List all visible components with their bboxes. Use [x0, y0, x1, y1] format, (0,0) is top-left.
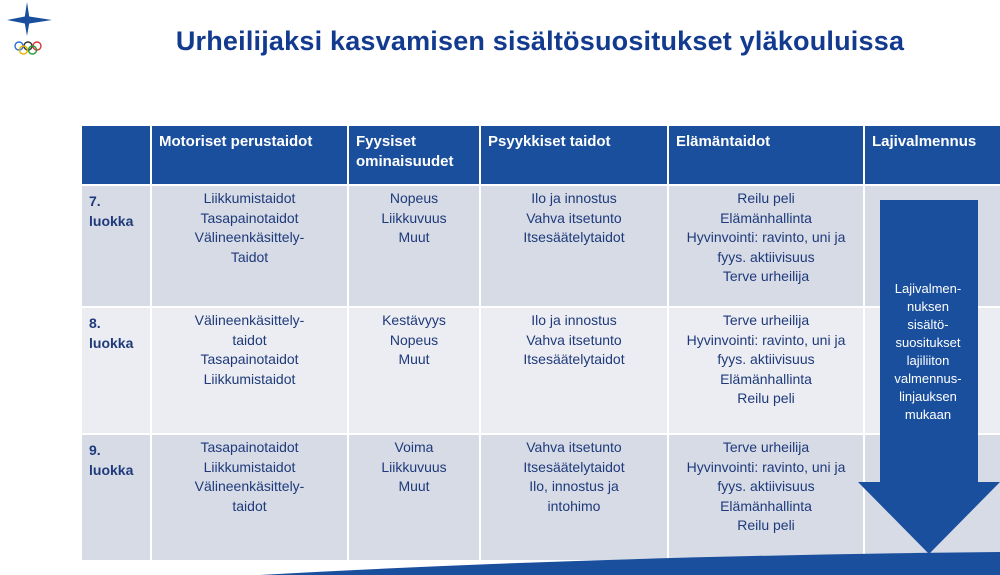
header-psyykkiset: Psyykkiset taidot	[481, 126, 667, 184]
cell-9-elamantaidot: Terve urheilija Hyvinvointi: ravinto, uni ja fyys. aktiivisuus Elämänhallinta Reilu peli	[669, 435, 863, 560]
cell-9-motoriset: Tasapainotaidot Liikkumistaidot Välineenkäsittely- taidot	[152, 435, 347, 560]
cell-8-motoriset: Välineenkäsittely- taidot Tasapainotaidot Liikkumistaidot	[152, 308, 347, 433]
cell-8-elamantaidot: Terve urheilija Hyvinvointi: ravinto, uni ja fyys. aktiivisuus Elämänhallinta Reilu peli	[669, 308, 863, 433]
row-label-9: 9. luokka	[82, 435, 150, 560]
row-label-7: 7. luokka	[82, 186, 150, 306]
cell-7-motoriset: Liikkumistaidot Tasapainotaidot Välineenkäsittely- Taidot	[152, 186, 347, 306]
cell-9-psyykkiset: Vahva itsetunto Itsesäätelytaidot Ilo, innostus ja intohimo	[481, 435, 667, 560]
page-title: Urheilijaksi kasvamisen sisältösuositukset yläkouluissa	[175, 26, 905, 56]
cell-9-fyysiset: Voima Liikkuvuus Muut	[349, 435, 479, 560]
cell-8-fyysiset: Kestävyys Nopeus Muut	[349, 308, 479, 433]
cell-8-psyykkiset: Ilo ja innostus Vahva itsetunto Itsesäätelytaidot	[481, 308, 667, 433]
decorative-swoosh	[0, 548, 1000, 575]
cell-7-psyykkiset: Ilo ja innostus Vahva itsetunto Itsesäätelytaidot	[481, 186, 667, 306]
header-lajivalmennus: Lajivalmennus	[865, 126, 1000, 184]
header-corner	[82, 126, 150, 184]
header-motoriset: Motoriset perustaidot	[152, 126, 347, 184]
lajivalmennus-arrow-text: Lajivalmen- nuksen sisältö- suositukset lajiliiton valmennus- linjauksen mukaan	[894, 281, 962, 422]
header-fyysiset: Fyysiset ominaisuudet	[349, 126, 479, 184]
header-elamantaidot: Elämäntaidot	[669, 126, 863, 184]
row-label-8: 8. luokka	[82, 308, 150, 433]
cell-7-fyysiset: Nopeus Liikkuvuus Muut	[349, 186, 479, 306]
cell-7-elamantaidot: Reilu peli Elämänhallinta Hyvinvointi: ravinto, uni ja fyys. aktiivisuus Terve urheilija	[669, 186, 863, 306]
